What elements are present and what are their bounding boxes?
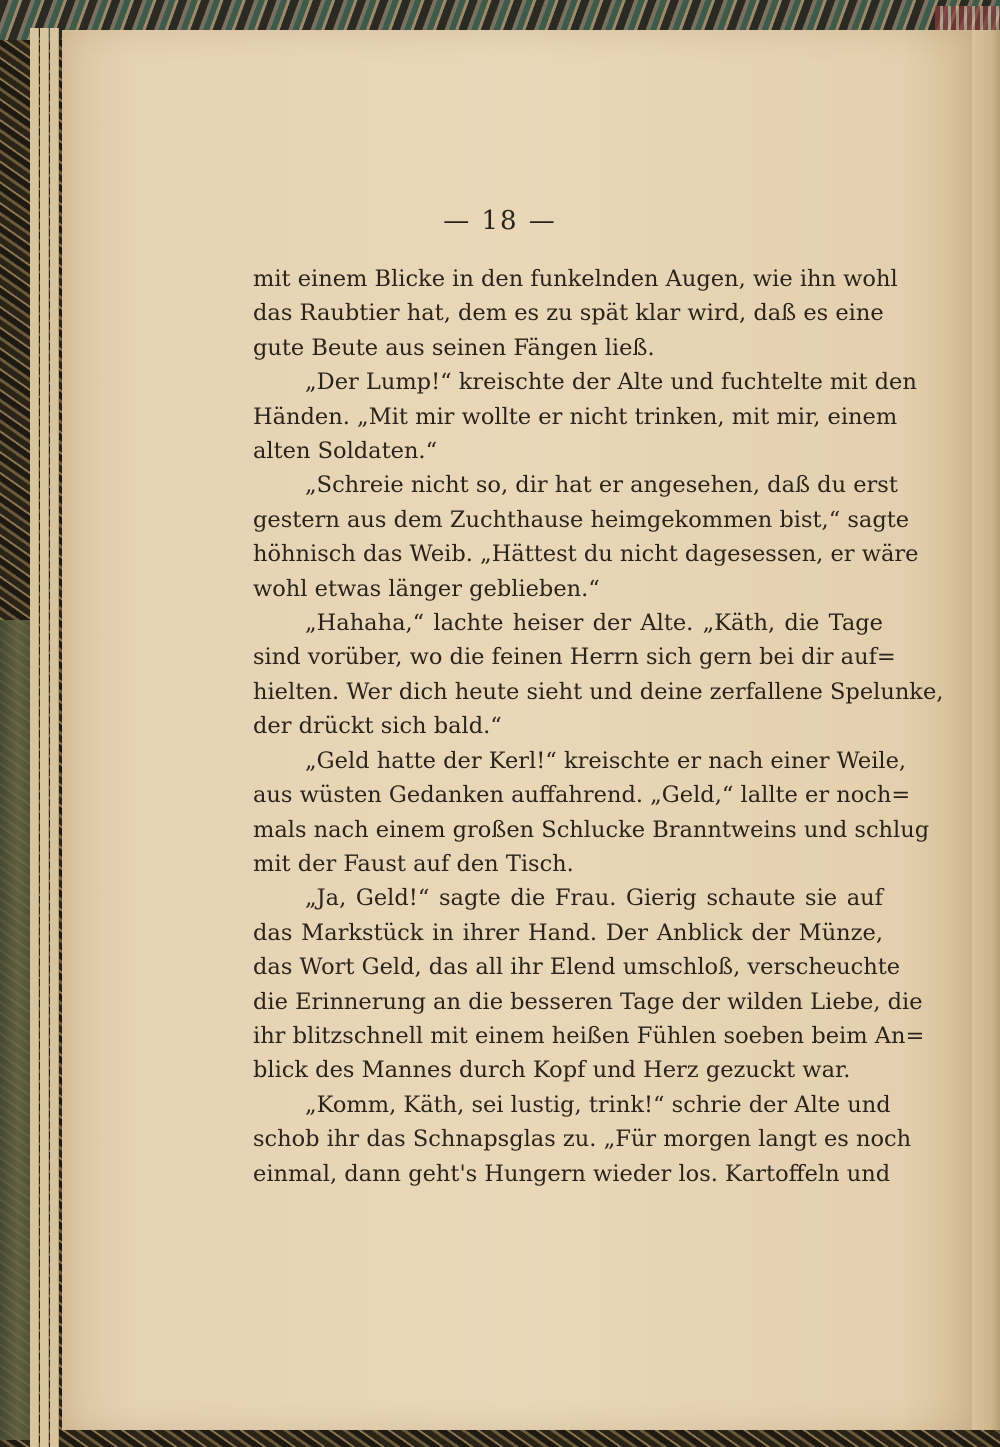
text-line: höhnisch das Weib. „Hättest du nicht dagesessen, er wäre: [253, 541, 919, 568]
text-line: „Ja, Geld!“ sagte die Frau. Gierig schaute sie auf: [305, 885, 883, 912]
text-line: „Geld hatte der Kerl!“ kreischte er nach einer Weile,: [305, 747, 907, 774]
text-line: der drückt sich bald.“: [253, 713, 502, 740]
page-leaf-edge: [50, 28, 59, 1447]
text-line: gestern aus dem Zuchthause heimgekommen bist,“ sagte: [253, 506, 910, 533]
text-line: „Komm, Käth, sei lustig, trink!“ schrie der Alte und: [305, 1091, 891, 1118]
text-line: mit einem Blicke in den funkelnden Augen, wie ihn wohl: [253, 266, 898, 292]
text-line: mit der Faust auf den Tisch.: [253, 850, 574, 877]
text-line: alten Soldaten.“: [253, 438, 438, 465]
text-line: mals nach einem großen Schlucke Branntweins und schlug: [253, 816, 930, 843]
text-line: einmal, dann geht's Hungern wieder los. Kartoffeln und: [253, 1160, 891, 1187]
text-line: sind vorüber, wo die feinen Herrn sich gern bei dir auf=: [253, 644, 896, 671]
text-line: das Raubtier hat, dem es zu spät klar wird, daß es eine: [253, 300, 884, 327]
text-line: gute Beute aus seinen Fängen ließ.: [253, 334, 655, 361]
text-line: ihr blitzschnell mit einem heißen Fühlen soeben beim An=: [253, 1022, 925, 1049]
text-line: das Wort Geld, das all ihr Elend umschloß, verscheuchte: [253, 954, 901, 981]
text-line: Händen. „Mit mir wollte er nicht trinken, mit mir, einem: [253, 403, 898, 430]
text-line: blick des Mannes durch Kopf und Herz gezuckt war.: [253, 1057, 851, 1084]
text-line: „Der Lump!“ kreischte der Alte und fuchtelte mit den: [305, 369, 917, 396]
text-line: hielten. Wer dich heute sieht und deine zerfallene Spelunke,: [253, 678, 944, 705]
text-line: das Markstück in ihrer Hand. Der Anblick der Münze,: [253, 919, 883, 946]
text-line: „Schreie nicht so, dir hat er angesehen, daß du erst: [305, 472, 898, 499]
text-line: die Erinnerung an die besseren Tage der wilden Liebe, die: [253, 988, 923, 1015]
text-line: „Hahaha,“ lachte heiser der Alte. „Käth, die Tage: [305, 610, 883, 637]
page-right-edge: [972, 30, 1000, 1430]
page-leaf-edge: [30, 28, 39, 1447]
page-leaf-edge: [40, 28, 49, 1447]
text-line: wohl etwas länger geblieben.“: [253, 575, 600, 602]
body-text: [253, 262, 944, 1191]
book-spine: [0, 620, 30, 1440]
text-line: aus wüsten Gedanken auffahrend. „Geld,“ lallte er noch=: [253, 782, 911, 809]
text-line: schob ihr das Schnapsglas zu. „Für morgen langt es noch: [253, 1126, 912, 1153]
page-number: — 18 —: [443, 206, 557, 236]
